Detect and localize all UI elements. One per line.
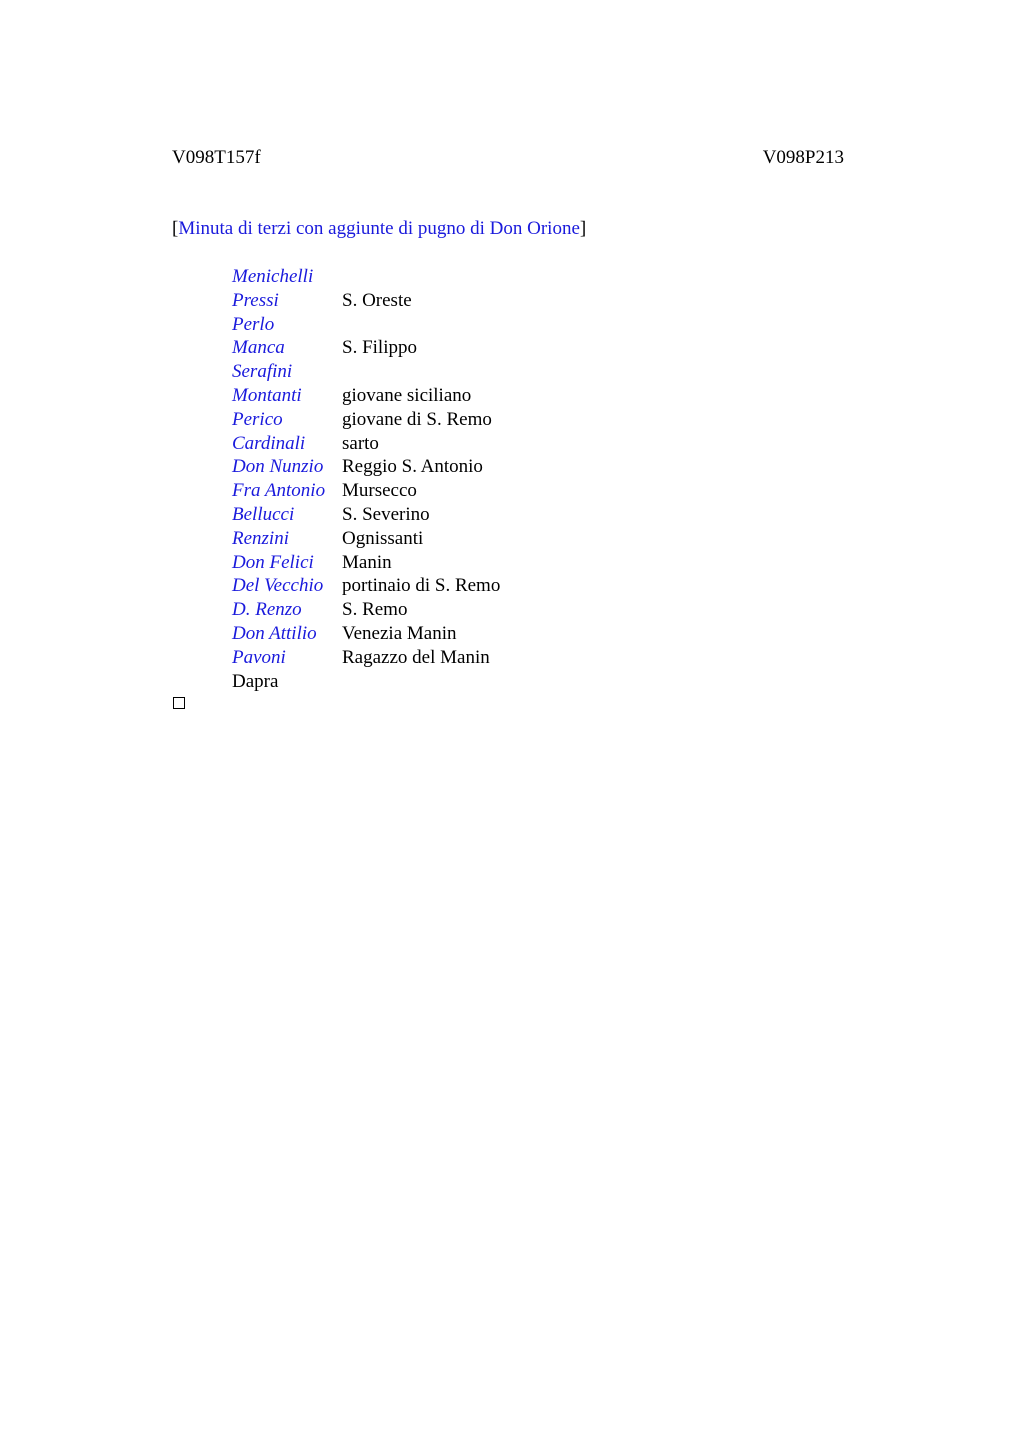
list-item: [232, 574, 500, 598]
note-open-bracket: [: [172, 218, 179, 239]
list-item: [232, 289, 500, 313]
list-item-place: S. Filippo: [342, 337, 417, 359]
list-item-place: Venezia Manin: [342, 622, 457, 644]
list-item-place: Manin: [342, 551, 392, 573]
list-item-name: Pavoni: [232, 646, 286, 668]
list-item-place: Ognissanti: [342, 527, 424, 549]
list-item-name: Manca: [232, 337, 285, 359]
list-item-name: Serafini: [232, 361, 293, 383]
list-item-place: Mursecco: [342, 480, 417, 502]
list-item: [232, 646, 500, 670]
list-item: [232, 670, 500, 694]
list-item-place: Reggio S. Antonio: [342, 456, 483, 478]
list-item: [232, 265, 500, 289]
list-item-name: Don Attilio: [232, 622, 317, 644]
list-item-name: Fra Antonio: [232, 480, 326, 502]
list-item-place: S. Severino: [342, 503, 430, 525]
document-page: [172, 0, 844, 1450]
document-code-left: V098T157f: [172, 147, 261, 168]
list-item-place: S. Remo: [342, 599, 408, 621]
list-item-name: Perlo: [232, 313, 275, 335]
list-item: [232, 551, 500, 575]
list-item-place: S. Oreste: [342, 289, 412, 311]
list-item: [232, 408, 500, 432]
list-item: [232, 432, 500, 456]
list-item-name: Pressi: [232, 289, 279, 311]
document-code-right: V098P213: [762, 147, 844, 168]
list-item: [232, 360, 500, 384]
list-item-name: D. Renzo: [232, 599, 302, 621]
list-item-place: giovane siciliano: [342, 384, 472, 406]
list-item-name: Bellucci: [232, 503, 295, 525]
note-close-bracket: ]: [579, 218, 587, 239]
list-item: [232, 455, 500, 479]
list-item-name: Renzini: [232, 527, 289, 549]
list-item: [232, 598, 500, 622]
list-item-place: giovane di S. Remo: [342, 408, 492, 430]
list-item-name: Don Nunzio: [232, 456, 324, 478]
list-item-name: Menichelli: [232, 266, 314, 287]
list-item-name: Don Felici: [232, 551, 314, 573]
list-item: [232, 384, 500, 408]
list-item-name: Perico: [232, 408, 283, 430]
list-item: [232, 527, 500, 551]
note-text: Minuta di terzi con aggiunte di pugno di Don Orione: [178, 218, 580, 239]
editorial-note: [172, 217, 586, 241]
list-item-place: sarto: [342, 432, 379, 454]
list-item: [232, 313, 500, 337]
checkbox-square-icon: [173, 697, 185, 709]
list-item: [232, 622, 500, 646]
list-item-place: portinaio di S. Remo: [342, 575, 501, 597]
name-list: [232, 265, 500, 693]
list-item: [232, 503, 500, 527]
list-item: [232, 479, 500, 503]
list-item-name: Cardinali: [232, 432, 306, 454]
list-item-name: Dapra: [232, 670, 279, 692]
list-item-name: Montanti: [232, 384, 302, 406]
list-item: [232, 336, 500, 360]
list-item-name: Del Vecchio: [232, 575, 324, 597]
list-item-place: Ragazzo del Manin: [342, 646, 490, 668]
